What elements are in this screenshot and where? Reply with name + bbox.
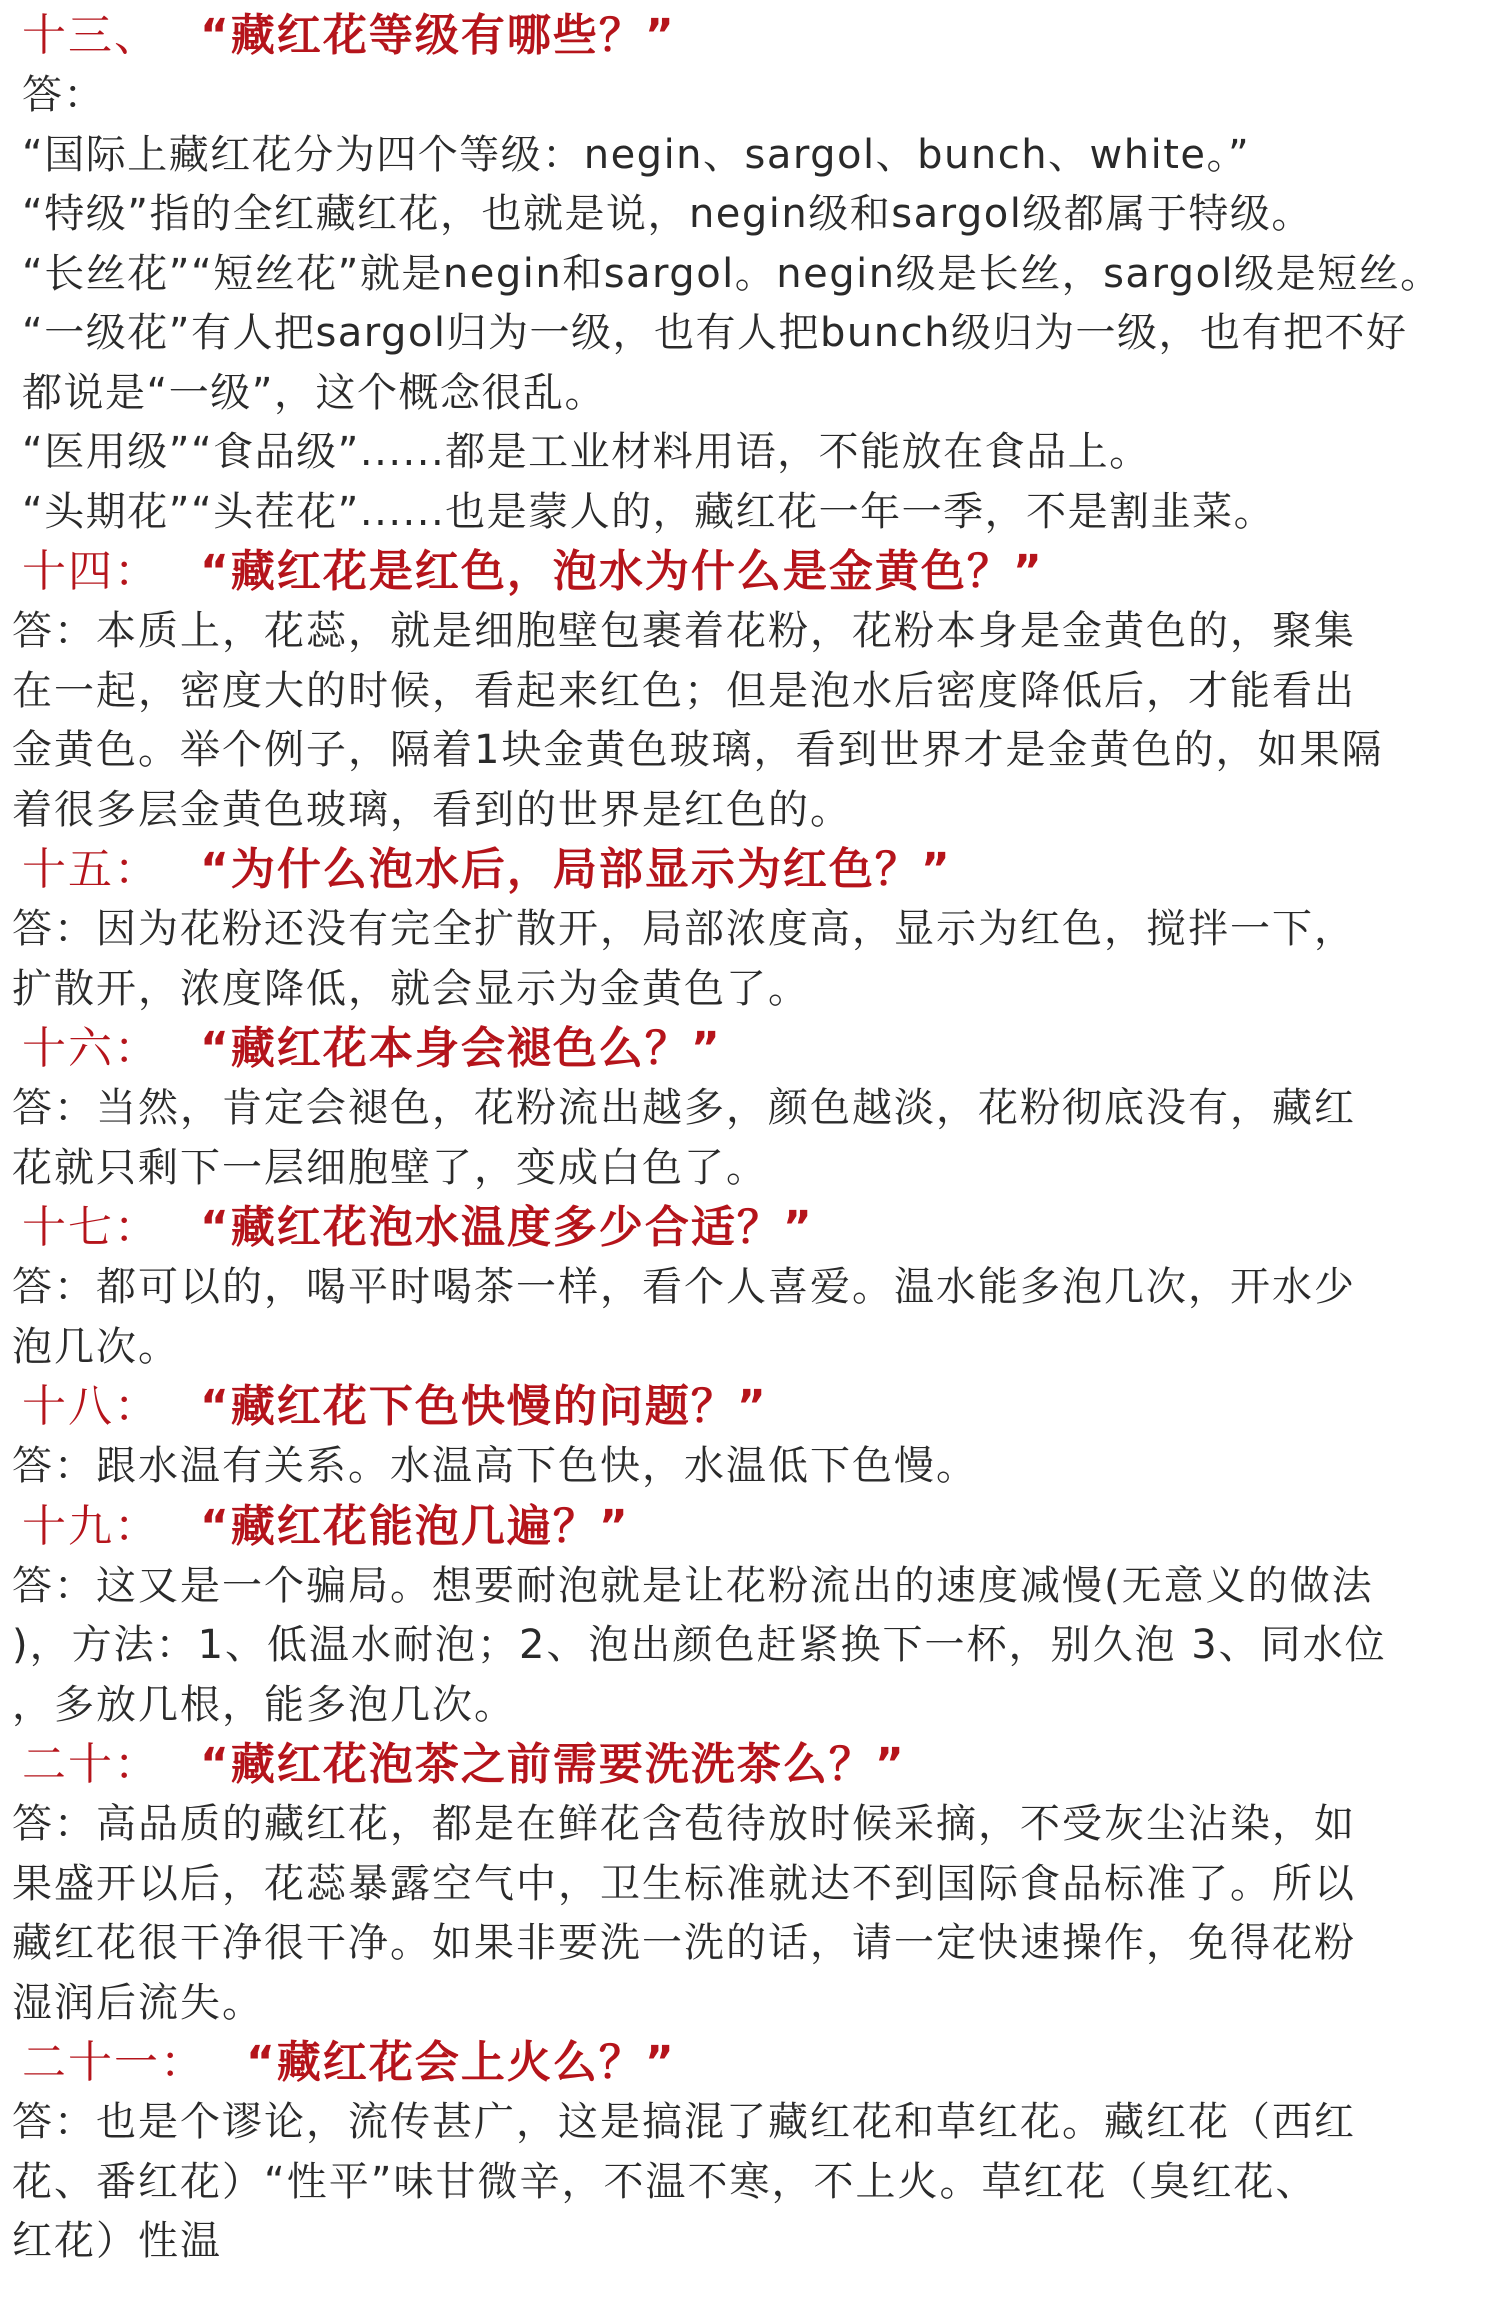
section-question: “藏红花本身会褪色么？” [200,1023,722,1074]
answer-line: 都说是“一级”，这个概念很乱。 [22,369,606,416]
answer-line: 答：也是个谬论，流传甚广，这是搞混了藏红花和草红花。藏红花（西红 [12,2099,1356,2145]
answer-line: 扩散开，浓度降低，就会显示为金黄色了。 [12,965,810,1012]
section-question: “藏红花下色快慢的问题？” [200,1381,768,1432]
section-number: 十四： [22,546,160,597]
section-question: “藏红花泡茶之前需要洗洗茶么？” [200,1739,906,1790]
answer-line: 湿润后流失。 [12,1979,264,2026]
section-heading [0,1497,1500,1557]
section-question: “藏红花会上火么？” [246,2037,676,2088]
answer-line: 答：都可以的，喝平时喝茶一样，看个人喜爱。温水能多泡几次，开水少 [12,1264,1356,1310]
answer-line: 答：本质上，花蕊，就是细胞壁包裹着花粉，花粉本身是金黄色的，聚集 [12,608,1356,654]
answer-line: 金黄色。举个例子，隔着1块金黄色玻璃，看到世界才是金黄色的，如果隔 [12,727,1384,773]
answer-line: “长丝花”“短丝花”就是negin和sargol。negin级是长丝，sargol级是短丝。 [22,250,1442,297]
section-number: 二十一： [22,2037,206,2088]
section-number: 十六： [22,1023,160,1074]
answer-line: “特级”指的全红藏红花，也就是说，negin级和sargol级都属于特级。 [22,191,1313,237]
answer-line: “头期花”“头茬花”......也是蒙人的，藏红花一年一季，不是割韭菜。 [22,488,1276,535]
section-question: “藏红花等级有哪些？” [200,10,676,61]
section-question: “藏红花泡水温度多少合适？” [200,1202,814,1253]
answer-line: 藏红花很干净很干净。如果非要洗一洗的话，请一定快速操作，免得花粉 [12,1920,1356,1966]
answer-line: 答：这又是一个骗局。想要耐泡就是让花粉流出的速度减慢(无意义的做法 [12,1562,1374,1609]
answer-line: 在一起，密度大的时候，看起来红色；但是泡水后密度降低后，才能看出 [12,667,1356,714]
section-heading [0,6,1500,66]
answer-line: 果盛开以后，花蕊暴露空气中，卫生标准就达不到国际食品标准了。所以 [12,1860,1356,1907]
section-heading [0,1019,1500,1079]
answer-line: 泡几次。 [12,1323,180,1370]
answer-line: 答：因为花粉还没有完全扩散开，局部浓度高，显示为红色，搅拌一下， [12,906,1356,952]
answer-line: 答：高品质的藏红花，都是在鲜花含苞待放时候采摘，不受灰尘沾染，如 [12,1801,1356,1847]
section-question: “为什么泡水后，局部显示为红色？” [200,844,952,895]
answer-line: 答：当然，肯定会褪色，花粉流出越多，颜色越淡，花粉彻底没有，藏红 [12,1085,1356,1131]
answer-line: “一级花”有人把sargol归为一级，也有人把bunch级归为一级，也有把不好 [22,310,1408,356]
answer-line: 花、番红花）“性平”味甘微辛，不温不寒，不上火。草红花（臭红花、 [12,2158,1318,2205]
section-heading [0,840,1500,900]
section-heading [0,1735,1500,1795]
answer-line: “国际上藏红花分为四个等级：negin、sargol、bunch、white。” [22,131,1251,178]
answer-line: 花就只剩下一层细胞壁了，变成白色了。 [12,1144,768,1191]
section-question: “藏红花能泡几遍？” [200,1500,630,1552]
section-number: 十五： [22,844,160,895]
answer-line: 答： [22,72,105,118]
answer-line: ，多放几根，能多泡几次。 [12,1681,516,1728]
section-heading [0,1377,1500,1437]
section-question: “藏红花是红色，泡水为什么是金黄色？” [200,546,1044,597]
section-heading [0,2033,1500,2093]
section-number: 十八： [22,1381,160,1432]
section-heading [0,542,1500,602]
answer-line: 红花）性温 [12,2218,222,2264]
section-heading [0,1198,1500,1258]
section-number: 二十： [22,1739,160,1790]
answer-line: 答：跟水温有关系。水温高下色快，水温低下色慢。 [12,1443,978,1489]
section-number: 十九： [22,1500,160,1552]
section-number: 十三、 [22,10,160,61]
answer-line: “医用级”“食品级”......都是工业材料用语，不能放在食品上。 [22,429,1151,475]
answer-line: )，方法：1、低温水耐泡；2、泡出颜色赶紧换下一杯，别久泡 3、同水位 [12,1622,1387,1668]
section-number: 十七： [22,1202,160,1253]
answer-line: 着很多层金黄色玻璃，看到的世界是红色的。 [12,786,852,833]
